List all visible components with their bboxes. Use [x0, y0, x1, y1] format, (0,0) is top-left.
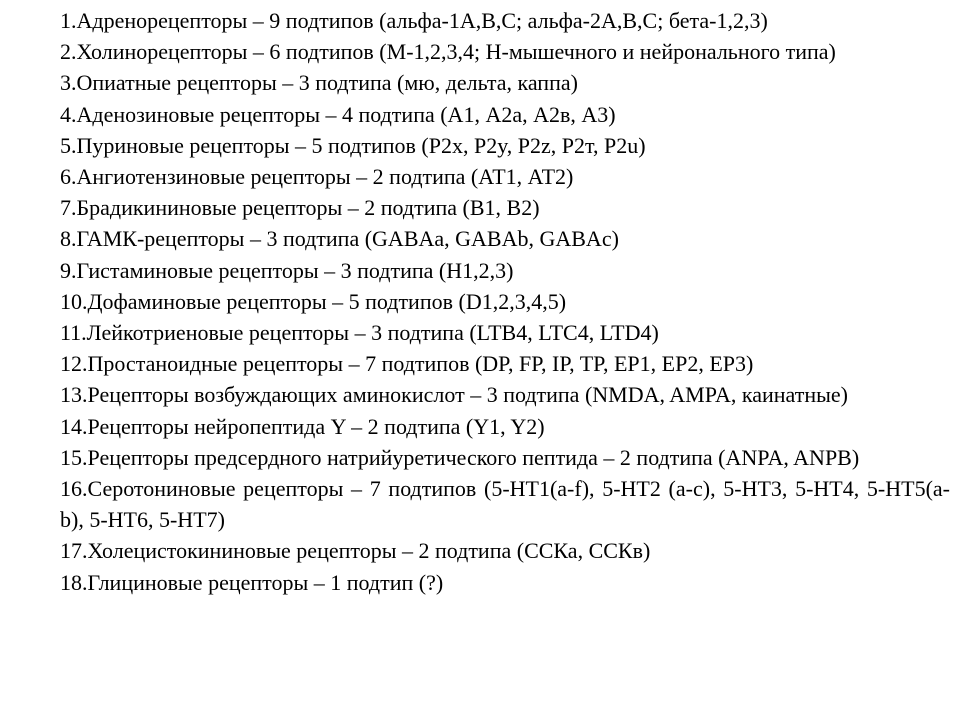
list-item-15: 15.Рецепторы предсердного натрийуретического пептида – 2 подтипа (ANPA, ANPB)	[60, 444, 860, 470]
list-item-16: 16.Серотониновые рецепторы – 7 подтипов (5-НТ1(a-f), 5-НТ2 (а-с), 5-НТ3, 5-НТ4, 5-НТ5(а-b), 5-НТ6, 5-НТ7)	[60, 476, 950, 533]
list-item-6: 6.Ангиотензиновые рецепторы – 2 подтипа (АТ1, АТ2)	[60, 164, 574, 190]
list-item-10: 10.Дофаминовые рецепторы – 5 подтипов (D1,2,3,4,5)	[60, 288, 567, 314]
list-item-17: 17.Холецистокининовые рецепторы – 2 подтипа (ССКа, ССКв)	[60, 538, 651, 564]
list-item-11: 11.Лейкотриеновые рецепторы – 3 подтипа (LTB4, LTC4, LTD4)	[60, 320, 659, 346]
list-item-1: 1.Адренорецепторы – 9 подтипов (альфа-1А,В,С; альфа-2А,В,С; бета-1,2,3)	[60, 8, 768, 33]
list-item-13: 13.Рецепторы возбуждающих аминокислот – 3 подтипа (NMDA, AMPA, каинатные)	[60, 382, 848, 408]
list-item-7: 7.Брадикининовые рецепторы – 2 подтипа (B1, B2)	[60, 195, 540, 221]
list-item-18: 18.Глициновые рецепторы – 1 подтип (?)	[60, 569, 444, 595]
receptor-list	[60, 5, 950, 598]
list-item-2: 2.Холинорецепторы – 6 подтипов (М-1,2,3,4; Н-мышечного и нейронального типа)	[60, 39, 836, 65]
list-item-5: 5.Пуриновые рецепторы – 5 подтипов (P2x, P2y, P2z, P2т, P2u)	[60, 132, 646, 158]
list-item-8: 8.ГАМК-рецепторы – 3 подтипа (GABAa, GABAb, GABAc)	[60, 226, 619, 252]
list-item-14: 14.Рецепторы нейропептида Y – 2 подтипа (Y1, Y2)	[60, 413, 545, 439]
list-item-4: 4.Аденозиновые рецепторы – 4 подтипа (А1, А2а, А2в, А3)	[60, 101, 616, 127]
list-item-9: 9.Гистаминовые рецепторы – 3 подтипа (Н1,2,3)	[60, 257, 514, 283]
list-item-3: 3.Опиатные рецепторы – 3 подтипа (мю, дельта, каппа)	[60, 70, 578, 96]
list-item-12: 12.Простаноидные рецепторы – 7 подтипов (DP, FP, IP, TP, EP1, EP2, EP3)	[60, 351, 754, 377]
